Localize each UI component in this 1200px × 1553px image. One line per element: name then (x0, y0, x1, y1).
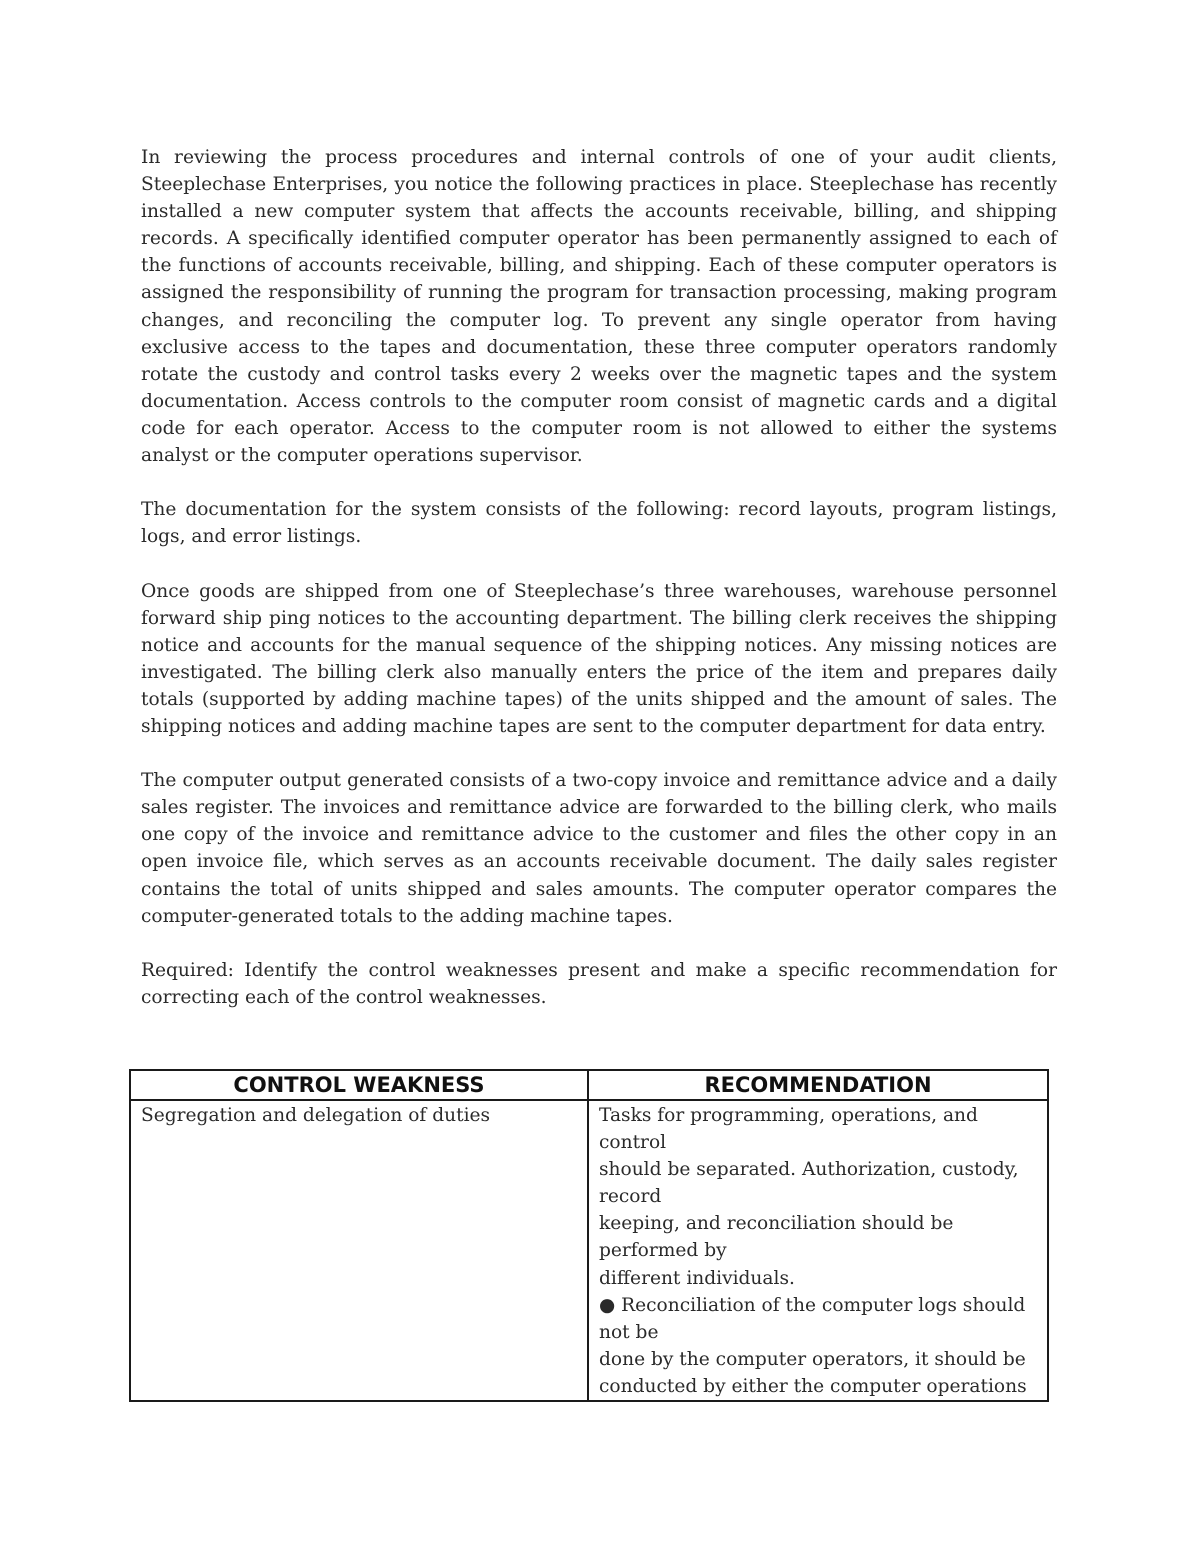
header-control-weakness: CONTROL WEAKNESS (130, 1070, 588, 1100)
table-row (130, 1100, 1048, 1401)
recommendation-line: control (599, 1132, 667, 1154)
recommendation-line: ● Reconciliation of the computer logs should (599, 1294, 1026, 1316)
recommendation-line: different individuals. (599, 1267, 795, 1289)
recommendation-line: conducted by either the computer operations (599, 1375, 1027, 1397)
recommendation-line: should be separated. Authorization, custody, (599, 1159, 1019, 1181)
recommendation-line: performed by (599, 1240, 727, 1262)
control-weakness-table (129, 1069, 1049, 1402)
header-recommendation: RECOMMENDATION (588, 1070, 1048, 1100)
paragraph-documentation: The documentation for the system consists of the following: record layouts, program listings, logs, and error listings. (141, 499, 1057, 548)
weakness-cell: Segregation and delegation of duties (130, 1100, 588, 1401)
body-text (141, 144, 1057, 1011)
recommendation-cell (588, 1100, 1048, 1401)
recommendation-line: done by the computer operators, it should be (599, 1348, 1026, 1370)
paragraph-case-description: In reviewing the process procedures and internal controls of one of your audit clients, Steeplechase Enterprises, you notice the following practices in place. Steeplechase has recently installed a new computer system that affects the accounts receivable, billing, and shipping records. A specifically identified computer operator has been permanently assigned to each of the functions of accounts receivable, billing, and shipping. Each of these computer operators is assigned the responsibility of running the program for transaction processing, making program changes, and reconciling the computer log. To prevent any single operator from having exclusive access to the tapes and documentation, these three computer operators randomly rotate the custody and control tasks every 2 weeks over the magnetic tapes and the system documentation. Access controls to the computer room consist of magnetic cards and a digital code for each operator. Access to the computer room is not allowed to either the systems analyst or the computer operations supervisor. (141, 147, 1057, 467)
recommendation-line: Tasks for programming, operations, and (599, 1105, 978, 1126)
recommendation-line: not be (599, 1321, 659, 1343)
recommendation-line: keeping, and reconciliation should be (599, 1213, 954, 1235)
paragraph-required: Required: Identify the control weaknesses present and make a specific recommendation for correcting each of the control weaknesses. (141, 959, 1057, 1008)
paragraph-shipping-process: Once goods are shipped from one of Steeplechase’s three warehouses, warehouse personnel forward ship ping notices to the accounting department. The billing clerk receives the shipping notice and accounts for the manual sequence of the shipping notices. Any missing notices are investigated. The billing clerk also manually enters the price of the item and prepares daily totals (supported by adding machine tapes) of the units shipped and the amount of sales. The shipping notices and adding machine tapes are sent to the computer department for data entry. (141, 580, 1057, 737)
recommendation-line: record (599, 1186, 662, 1208)
paragraph-computer-output: The computer output generated consists of a two-copy invoice and remittance advice and a daily sales register. The invoices and remittance advice are forwarded to the billing clerk, who mails one copy of the invoice and remittance advice to the customer and files the other copy in an open invoice file, which serves as an accounts receivable document. The daily sales register contains the total of units shipped and sales amounts. The computer operator compares the computer-generated totals to the adding machine tapes. (141, 770, 1057, 927)
table-header-row (130, 1070, 1048, 1100)
